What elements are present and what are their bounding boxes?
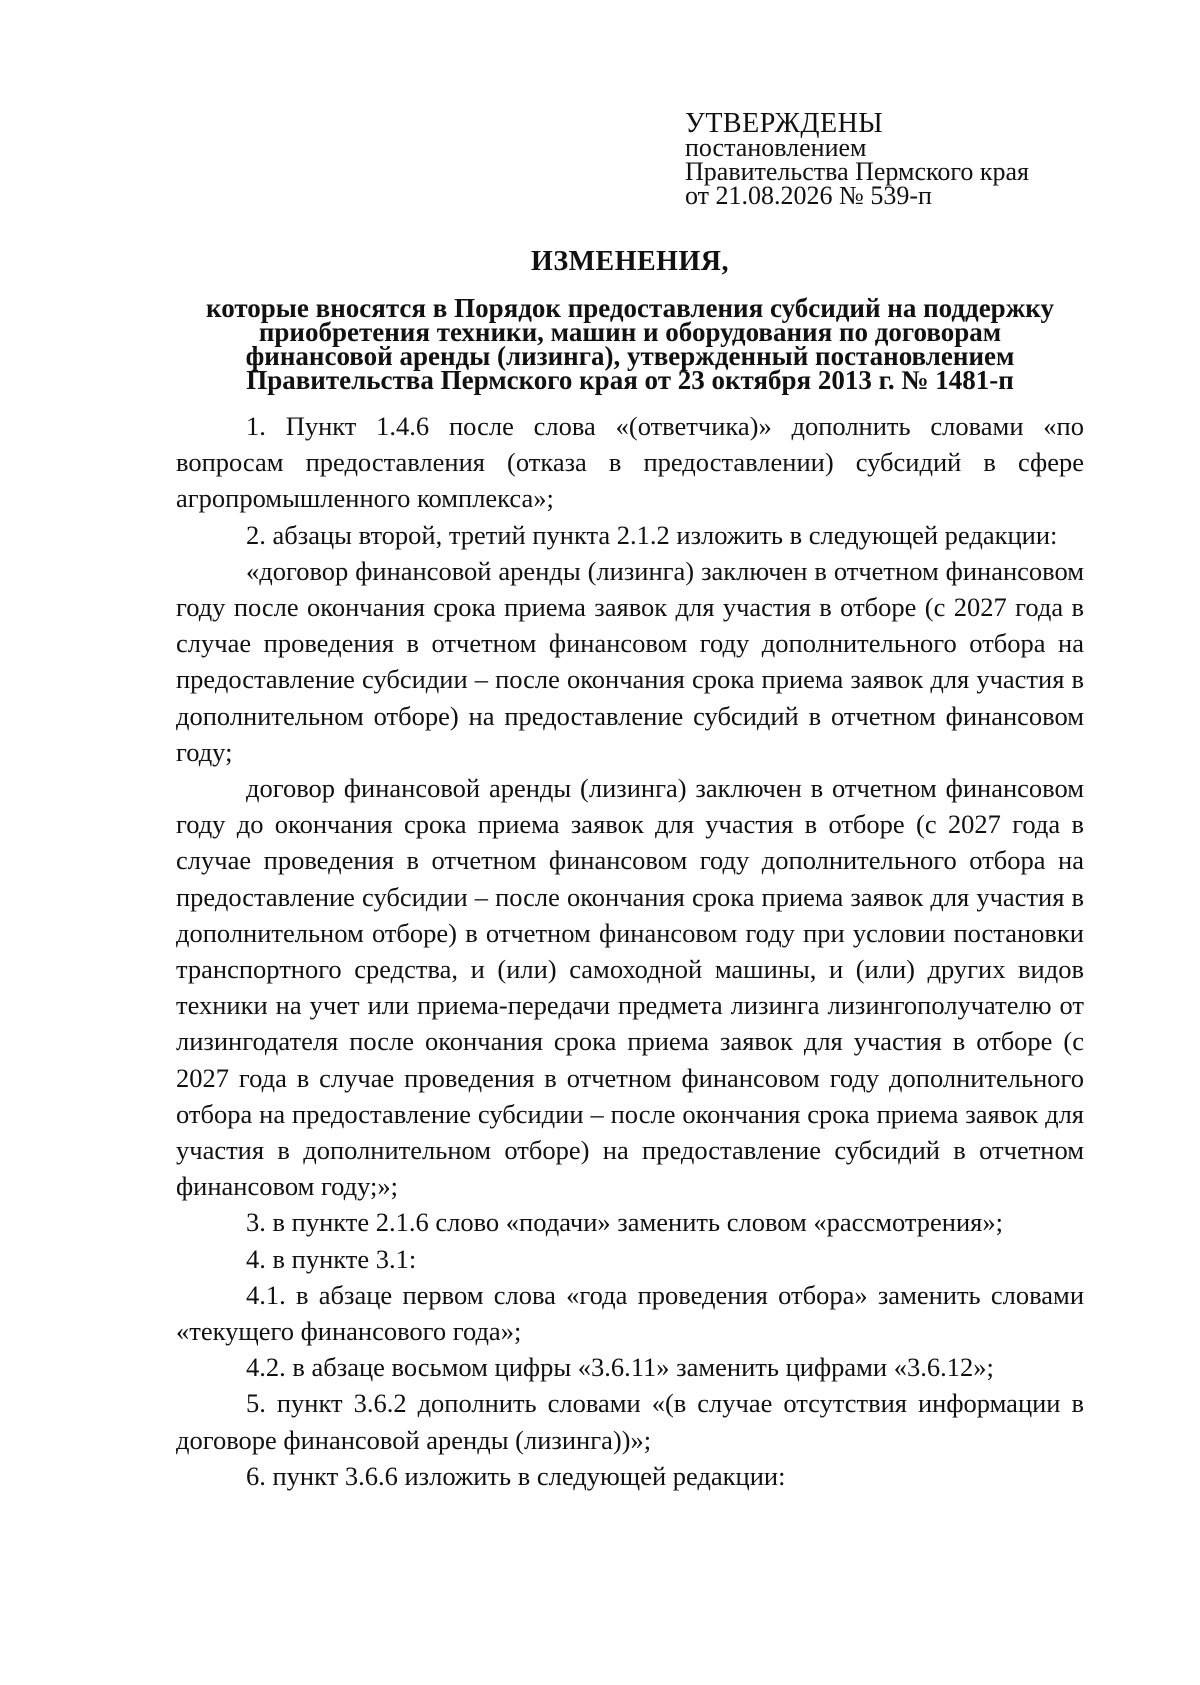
- approval-line: постановлением: [685, 133, 867, 162]
- approval-line: Правительства Пермского края: [685, 157, 1029, 186]
- paragraph-1: 1. Пункт 1.4.6 после слова «(ответчика)» дополнить словами «по вопросам предоставления (отказа в предоставлении) субсидий в сфере агропромышленного комплекса»;: [176, 411, 1084, 514]
- document-title: [170, 246, 1090, 395]
- paragraph-9: 5. пункт 3.6.2 дополнить словами «(в случае отсутствия информации в договоре финансовой аренды (лизинга))»;: [176, 1388, 1084, 1455]
- paragraph-5: 3. в пункте 2.1.6 слово «подачи» заменить словом «рассмотрения»;: [246, 1207, 1003, 1238]
- document-body: [176, 408, 1084, 1494]
- title-main: ИЗМЕНЕНИЯ,: [531, 246, 729, 277]
- title-subline: финансовой аренды (лизинга), утвержденный постановлением: [245, 341, 1015, 371]
- paragraph-4: договор финансовой аренды (лизинга) заключен в отчетном финансовом году до окончания срока приема заявок для участия в отборе (с 2027 года в случае проведения в отчетном финансовом году дополнительного отбора на предоставление субсидии – после окончания срока приема заявок для участия в дополнительном отборе) в отчетном финансовом году при условии постановки транспортного средства, и (или) самоходной машины, и (или) других видов техники на учет или приема-передачи предмета лизинга лизингополучателю от лизингодателя после окончания срока приема заявок для участия в отборе (с 2027 года в случае проведения в отчетном финансовом году дополнительного отбора на предоставление субсидии – после окончания срока приема заявок для участия в дополнительном отборе) на предоставление субсидий в отчетном финансовом году;»;: [176, 773, 1084, 1202]
- paragraph-3: «договор финансовой аренды (лизинга) заключен в отчетном финансовом году после окончания срока приема заявок для участия в отборе (с 2027 года в случае проведения в отчетном финансовом году дополнительного отбора на предоставление субсидии – после окончания срока приема заявок для участия в дополнительном отборе) на предоставление субсидий в отчетном финансовом году;: [176, 555, 1084, 767]
- paragraph-6: 4. в пункте 3.1:: [246, 1243, 417, 1274]
- paragraph-8: 4.2. в абзаце восьмом цифры «3.6.11» заменить цифрами «3.6.12»;: [246, 1352, 994, 1383]
- title-subline: приобретения техники, машин и оборудования по договорам: [258, 317, 1002, 347]
- approval-heading: УТВЕРЖДЕНЫ: [685, 108, 884, 139]
- approval-stamp: [685, 108, 1145, 210]
- paragraph-7: 4.1. в абзаце первом слова «года проведения отбора» заменить словами «текущего финансового года»;: [176, 1279, 1084, 1347]
- paragraph-10: 6. пункт 3.6.6 изложить в следующей редакции:: [246, 1460, 786, 1491]
- title-subline: Правительства Пермского края от 23 октября 2013 г. № 1481-п: [246, 365, 1014, 395]
- approval-line: от 21.08.2026 № 539-п: [685, 181, 932, 210]
- paragraph-2: 2. абзацы второй, третий пункта 2.1.2 изложить в следующей редакции:: [246, 519, 1058, 550]
- title-subline: которые вносятся в Порядок предоставления субсидий на поддержку: [206, 293, 1054, 323]
